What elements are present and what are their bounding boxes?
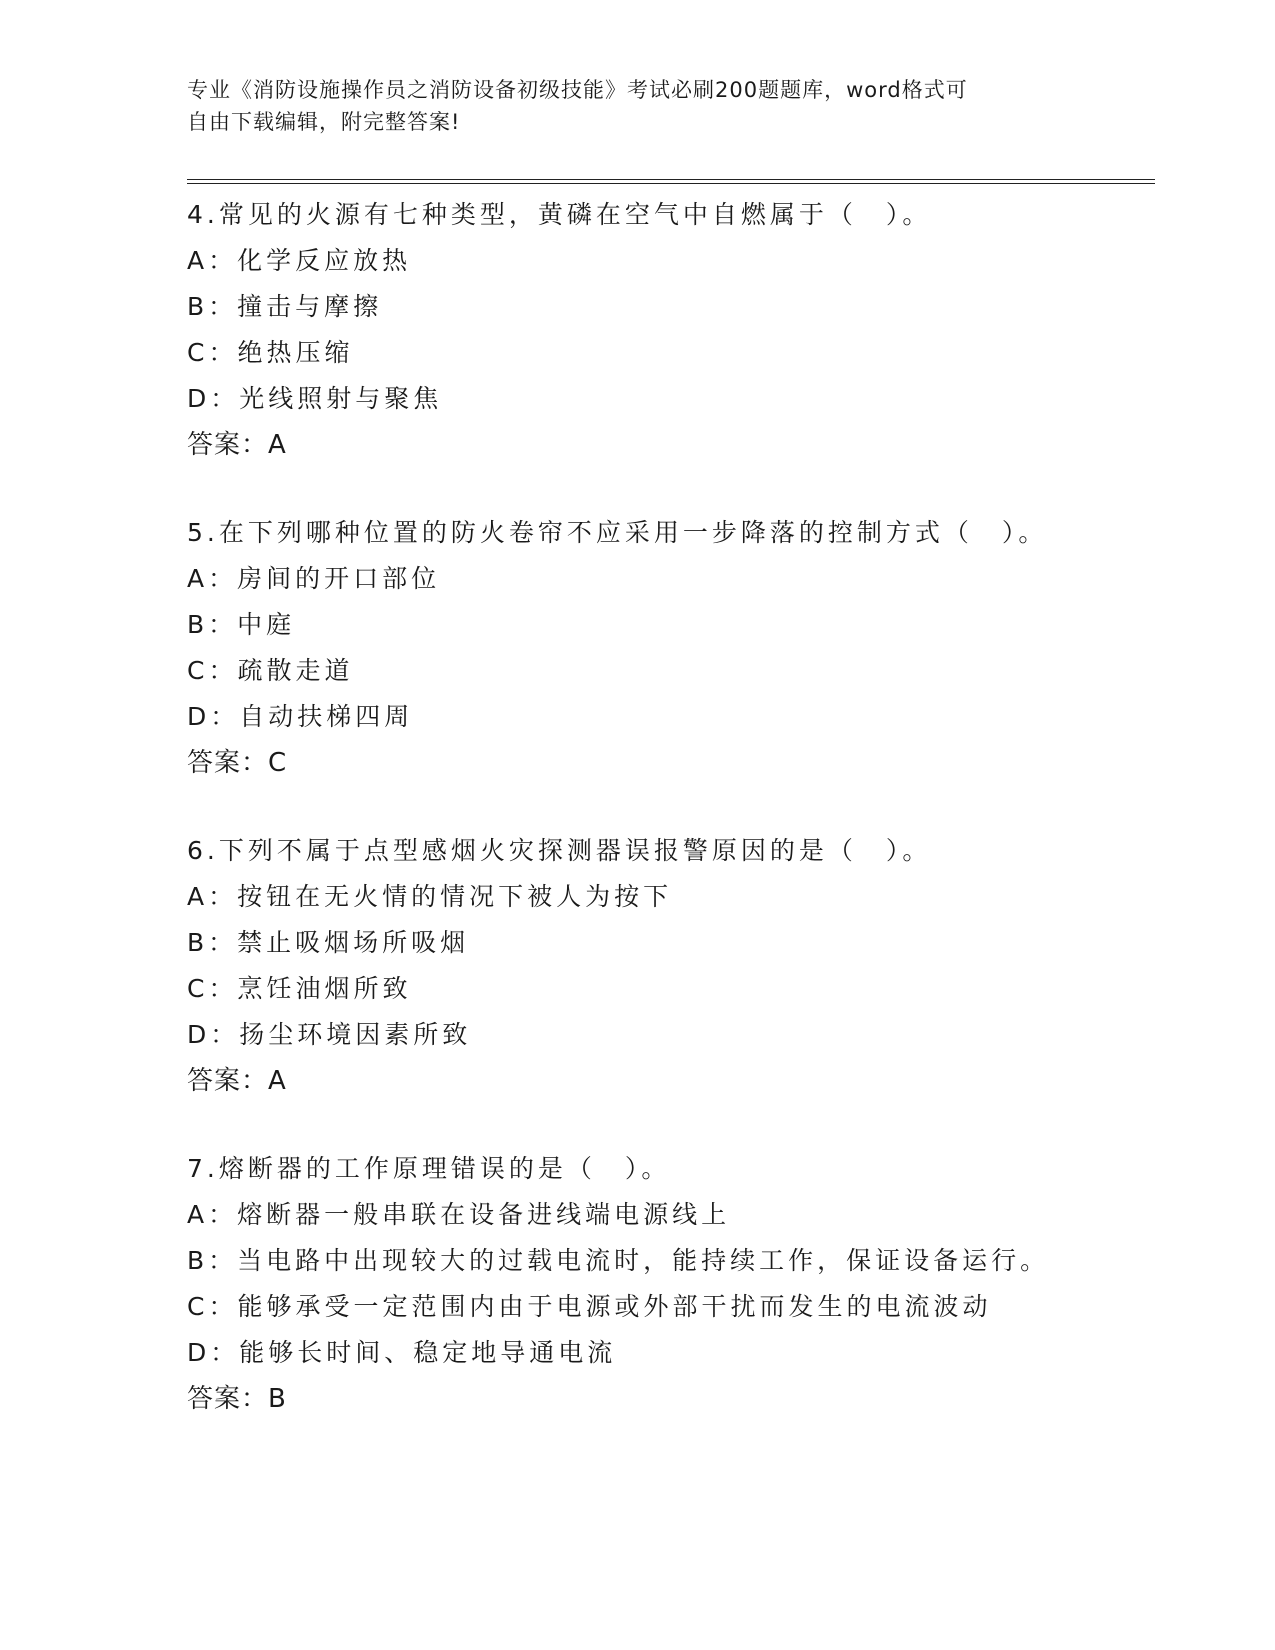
answer: 答案：A — [187, 1066, 287, 1096]
answer: 答案：C — [187, 748, 288, 778]
header-line-2: 自由下载编辑，附完整答案! — [187, 110, 461, 134]
question-7 — [187, 1146, 1167, 1422]
answer: 答案：A — [187, 430, 287, 460]
question-6 — [187, 828, 1167, 1104]
question-stem: 4.常见的火源有七种类型，黄磷在空气中自燃属于（ ）。 — [187, 200, 932, 229]
question-4 — [187, 192, 1167, 468]
question-stem: 7.熔断器的工作原理错误的是（ ）。 — [187, 1154, 671, 1183]
option-c: C：疏散走道 — [187, 656, 354, 685]
option-b: B：中庭 — [187, 610, 296, 639]
document-header — [187, 74, 1087, 138]
question-stem: 6.下列不属于点型感烟火灾探测器误报警原因的是（ ）。 — [187, 836, 932, 865]
option-d: D：能够长时间、稳定地导通电流 — [187, 1338, 617, 1367]
option-c: C：烹饪油烟所致 — [187, 974, 412, 1003]
header-divider-top — [187, 179, 1155, 180]
option-b: B：撞击与摩擦 — [187, 292, 383, 321]
answer: 答案：B — [187, 1384, 287, 1414]
option-a: A：化学反应放热 — [187, 246, 412, 275]
question-stem: 5.在下列哪种位置的防火卷帘不应采用一步降落的控制方式（ ）。 — [187, 518, 1048, 547]
header-line-1: 专业《消防设施操作员之消防设备初级技能》考试必刷200题题库，word格式可 — [187, 78, 968, 102]
option-c: C：能够承受一定范围内由于电源或外部干扰而发生的电流波动 — [187, 1292, 992, 1321]
option-a: A：熔断器一般串联在设备进线端电源线上 — [187, 1200, 731, 1229]
option-d: D：扬尘环境因素所致 — [187, 1020, 472, 1049]
option-c: C：绝热压缩 — [187, 338, 354, 367]
option-a: A：按钮在无火情的情况下被人为按下 — [187, 882, 673, 911]
option-d: D：自动扶梯四周 — [187, 702, 414, 731]
option-a: A：房间的开口部位 — [187, 564, 441, 593]
header-divider-bottom — [187, 183, 1155, 184]
question-5 — [187, 510, 1167, 786]
option-d: D：光线照射与聚焦 — [187, 384, 443, 413]
option-b: B：当电路中出现较大的过载电流时，能持续工作，保证设备运行。 — [187, 1246, 1050, 1275]
option-b: B：禁止吸烟场所吸烟 — [187, 928, 470, 957]
